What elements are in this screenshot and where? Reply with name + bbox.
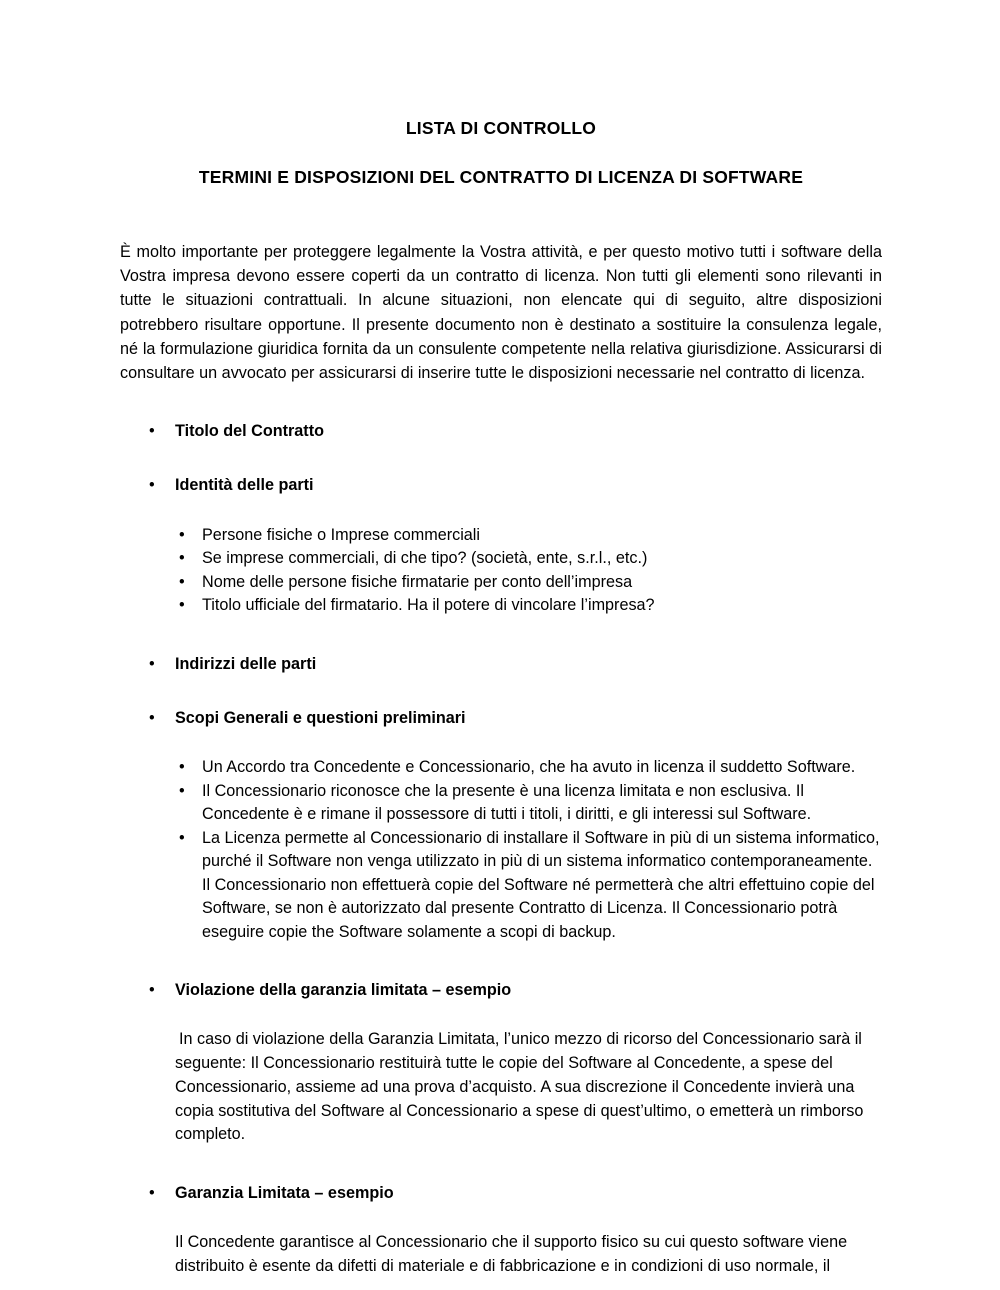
bullet-icon: • xyxy=(149,422,155,441)
intro-paragraph: È molto importante per proteggere legalmente la Vostra attività, e per questo motivo tutti i software della Vostra impresa devono essere coperti da un contratto di licenza. Non tutti gli elementi sono rilevanti in tutte le situazioni contrattuali. In alcune situazioni, non elencate qui di seguito, altre disposizioni potrebbero risultare opportune. Il presente documento non è destinato a sostituire la consulenza legale, né la formulazione giuridica fornita da un consulente competente nella relativa giurisdizione. Assicurarsi di consultare un avvocato per assicurarsi di inserire tutte le disposizioni necessarie nel contratto di licenza. xyxy=(120,243,882,383)
section-heading: Indirizzi delle parti xyxy=(175,654,317,673)
spacer xyxy=(120,730,882,756)
section-heading: Titolo del Contratto xyxy=(175,422,324,441)
list-item xyxy=(120,1181,882,1205)
spacer xyxy=(120,385,882,419)
list-item xyxy=(120,652,882,676)
bullet-icon: • xyxy=(179,758,185,777)
sub-list-item-text: Titolo ufficiale del firmatario. Ha il potere di vincolare l’impresa? xyxy=(202,596,655,615)
page-title: LISTA DI CONTROLLO xyxy=(405,118,597,138)
spacer xyxy=(120,944,882,978)
spacer xyxy=(120,676,882,706)
bullet-icon: • xyxy=(179,781,185,800)
bullet-icon: • xyxy=(179,596,185,615)
checklist xyxy=(120,419,882,1279)
spacer xyxy=(120,1147,882,1181)
bullet-icon: • xyxy=(179,572,185,591)
page-subtitle: TERMINI E DISPOSIZIONI DEL CONTRATTO DI LICENZA DI SOFTWARE xyxy=(198,167,804,187)
sub-list-item-text: Il Concessionario riconosce che la presente è una licenza limitata e non esclusiva. Il Concedente è e rimane il possessore di tutti i titoli, i diritti, e gli interessi sul Software. xyxy=(202,781,812,824)
bullet-icon: • xyxy=(179,525,185,544)
section-heading: Identità delle parti xyxy=(175,476,314,495)
section-heading: Garanzia Limitata – esempio xyxy=(175,1184,394,1203)
list-item xyxy=(120,473,882,497)
spacer xyxy=(120,498,882,524)
sub-list-item xyxy=(120,827,882,945)
sub-list-item-text: Nome delle persone fisiche firmatarie per conto dell’impresa xyxy=(202,572,633,591)
spacer xyxy=(120,1002,882,1028)
spacer xyxy=(120,443,882,473)
list-item xyxy=(120,978,882,1002)
document-content xyxy=(120,0,882,1279)
spacer xyxy=(120,618,882,652)
sub-list-item-text: Persone fisiche o Imprese commerciali xyxy=(202,525,480,544)
sub-list-item-text: La Licenza permette al Concessionario di installare il Software in più di un sistema informatico, purché il Software non venga utilizzato in più di un sistema informatico contemporaneamente. Il Concessionario non effettuerà copie del Software né permetterà che altri effettuino copie del Software, se non è autorizzato dal presente Contratto di Licenza. Il Concessionario potrà eseguire copie the Software solamente a scopi di backup. xyxy=(202,828,880,941)
bullet-icon: • xyxy=(149,981,155,1000)
list-item xyxy=(120,419,882,443)
sub-list-item xyxy=(120,547,882,571)
bullet-icon: • xyxy=(179,828,185,847)
sub-list-item xyxy=(120,571,882,595)
sub-list xyxy=(120,756,882,944)
bullet-icon: • xyxy=(149,654,155,673)
sub-list-item xyxy=(120,524,882,548)
section-body: Il Concedente garantisce al Concessionario che il supporto fisico su cui questo software viene distribuito è esente da difetti di materiale e di fabbricazione e in condizioni di uso normale, il xyxy=(175,1233,848,1276)
section-heading: Violazione della garanzia limitata – esempio xyxy=(175,981,512,1000)
section-body: In caso di violazione della Garanzia Limitata, l’unico mezzo di ricorso del Concessionario sarà il seguente: Il Concessionario restituirà tutte le copie del Software al Concedente, a spese del Concessionario, assieme ad una prova d’acquisto. A sua discrezione il Concedente invierà una copia sostitutiva del Software al Concessionario a spese di quest’ultimo, o emetterà un rimborso completo. xyxy=(175,1030,864,1144)
sub-list-item-text: Se imprese commerciali, di che tipo? (società, ente, s.r.l., etc.) xyxy=(202,549,648,568)
bullet-icon: • xyxy=(149,708,155,727)
sub-list-item xyxy=(120,780,882,827)
bullet-icon: • xyxy=(149,1184,155,1203)
sub-list-item-text: Un Accordo tra Concedente e Concessionario, che ha avuto in licenza il suddetto Software. xyxy=(202,758,856,777)
bullet-icon: • xyxy=(149,476,155,495)
sub-list xyxy=(120,524,882,618)
sub-list-item xyxy=(120,756,882,780)
spacer xyxy=(120,1205,882,1231)
sub-list-item xyxy=(120,594,882,618)
section-heading: Scopi Generali e questioni preliminari xyxy=(175,708,466,727)
bullet-icon: • xyxy=(179,549,185,568)
list-item xyxy=(120,706,882,730)
